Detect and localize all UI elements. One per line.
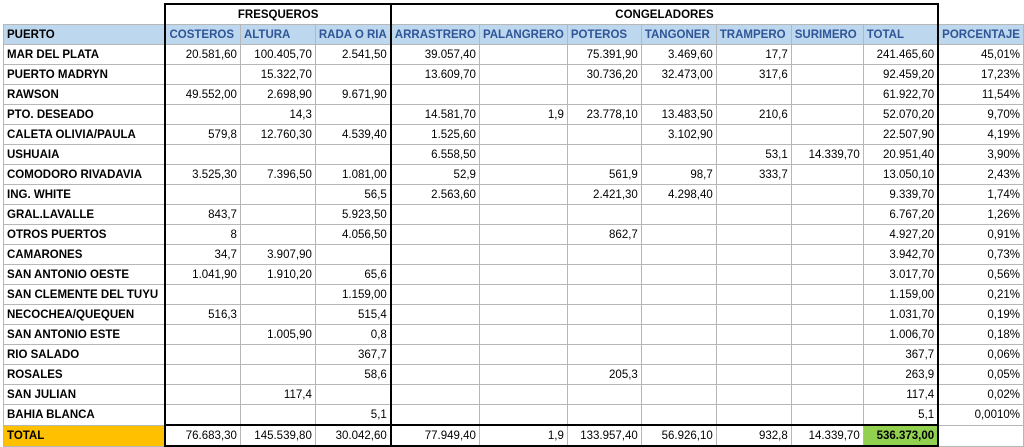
cell-surimero[interactable]	[791, 65, 863, 85]
cell-costeros[interactable]: 579,8	[165, 125, 240, 145]
cell-puerto[interactable]: PTO. DESEADO	[4, 105, 166, 125]
cell-surimero[interactable]	[791, 325, 863, 345]
cell-total[interactable]: 61.922,70	[863, 85, 938, 105]
cell-total[interactable]: 20.951,40	[863, 145, 938, 165]
cell-trampero[interactable]	[716, 85, 791, 105]
cell-poteros[interactable]: 30.736,20	[567, 65, 641, 85]
cell-surimero[interactable]	[791, 385, 863, 405]
cell-puerto[interactable]: SAN JULIAN	[4, 385, 166, 405]
cell-palangrero[interactable]	[479, 345, 567, 365]
cell-tangoner[interactable]	[641, 325, 716, 345]
cell-trampero[interactable]: 932,8	[716, 425, 791, 446]
cell-tangoner[interactable]	[641, 345, 716, 365]
cell-tangoner[interactable]	[641, 205, 716, 225]
cell-costeros[interactable]	[165, 105, 240, 125]
cell-altura[interactable]: 14,3	[240, 105, 315, 125]
cell-total[interactable]: 5,1	[863, 405, 938, 426]
cell-porcentaje[interactable]: 0,21%	[938, 285, 1023, 305]
cell-total[interactable]: 241.465,60	[863, 45, 938, 65]
cell-surimero[interactable]	[791, 225, 863, 245]
table-row	[4, 405, 1024, 426]
cell-tangoner[interactable]: 56.926,10	[641, 425, 716, 446]
cell-costeros[interactable]: 34,7	[165, 245, 240, 265]
cell-trampero[interactable]	[716, 125, 791, 145]
cell-total[interactable]: 263,9	[863, 365, 938, 385]
cell-rada-o-ria[interactable]: 65,6	[315, 265, 390, 285]
cell-porcentaje[interactable]: 0,18%	[938, 325, 1023, 345]
cell-costeros[interactable]: 76.683,30	[165, 425, 240, 446]
cell-palangrero[interactable]: 1,9	[479, 105, 567, 125]
cell-rada-o-ria[interactable]: 515,4	[315, 305, 390, 325]
table-row	[4, 385, 1024, 405]
cell-surimero[interactable]	[791, 45, 863, 65]
cell-total[interactable]: 1.159,00	[863, 285, 938, 305]
cell-total[interactable]: 1.031,70	[863, 305, 938, 325]
table-row	[4, 265, 1024, 285]
cell-tangoner[interactable]	[641, 225, 716, 245]
cell-trampero[interactable]: 317,6	[716, 65, 791, 85]
cell-poteros[interactable]	[567, 405, 641, 426]
header-palangrero[interactable]: PALANGRERO	[479, 25, 567, 45]
cell-tangoner[interactable]: 13.483,50	[641, 105, 716, 125]
cell-porcentaje[interactable]: 0,56%	[938, 265, 1023, 285]
cell-surimero[interactable]	[791, 405, 863, 426]
table-row	[4, 225, 1024, 245]
cell-poteros[interactable]: 133.957,40	[567, 425, 641, 446]
cell-arrastrero[interactable]	[391, 305, 480, 325]
cell-palangrero[interactable]	[479, 185, 567, 205]
cell-palangrero[interactable]	[479, 385, 567, 405]
cell-poteros[interactable]	[567, 325, 641, 345]
cell-palangrero[interactable]	[479, 285, 567, 305]
cell-poteros[interactable]	[567, 145, 641, 165]
cell-surimero[interactable]	[791, 85, 863, 105]
cell-palangrero[interactable]	[479, 225, 567, 245]
cell-altura[interactable]: 100.405,70	[240, 45, 315, 65]
cell-costeros[interactable]	[165, 405, 240, 426]
cell-porcentaje[interactable]: 17,23%	[938, 65, 1023, 85]
cell-total[interactable]: 117,4	[863, 385, 938, 405]
cell-altura[interactable]	[240, 285, 315, 305]
cell-altura[interactable]: 12.760,30	[240, 125, 315, 145]
cell-surimero[interactable]	[791, 305, 863, 325]
cell-poteros[interactable]	[567, 205, 641, 225]
cell-costeros[interactable]: 843,7	[165, 205, 240, 225]
cell-total[interactable]: 92.459,20	[863, 65, 938, 85]
cell-arrastrero[interactable]	[391, 345, 480, 365]
cell-rada-o-ria[interactable]: 0,8	[315, 325, 390, 345]
header-poteros[interactable]: POTEROS	[567, 25, 641, 45]
header-total[interactable]: TOTAL	[863, 25, 938, 45]
cell-costeros[interactable]: 3.525,30	[165, 165, 240, 185]
cell-palangrero[interactable]	[479, 405, 567, 426]
header-costeros[interactable]: COSTEROS	[165, 25, 240, 45]
cell-trampero[interactable]	[716, 225, 791, 245]
cell-surimero[interactable]	[791, 105, 863, 125]
cell-porcentaje[interactable]: 0,73%	[938, 245, 1023, 265]
cell-poteros[interactable]: 2.421,30	[567, 185, 641, 205]
cell-porcentaje[interactable]: 3,90%	[938, 145, 1023, 165]
cell-arrastrero[interactable]	[391, 225, 480, 245]
cell-surimero[interactable]: 14.339,70	[791, 145, 863, 165]
cell-total[interactable]: 367,7	[863, 345, 938, 365]
cell-rada-o-ria[interactable]	[315, 65, 390, 85]
cell-surimero[interactable]	[791, 185, 863, 205]
cell-puerto[interactable]: NECOCHEA/QUEQUEN	[4, 305, 166, 325]
cell-costeros[interactable]	[165, 285, 240, 305]
cell-trampero[interactable]	[716, 205, 791, 225]
table-row	[4, 45, 1024, 65]
cell-puerto[interactable]: RIO SALADO	[4, 345, 166, 365]
cell-trampero[interactable]	[716, 185, 791, 205]
cell-costeros[interactable]: 8	[165, 225, 240, 245]
cell-tangoner[interactable]	[641, 145, 716, 165]
cell-poteros[interactable]	[567, 245, 641, 265]
cell-puerto[interactable]: GRAL.LAVALLE	[4, 205, 166, 225]
cell-arrastrero[interactable]	[391, 405, 480, 426]
cell-puerto[interactable]: SAN CLEMENTE DEL TUYU	[4, 285, 166, 305]
cell-rada-o-ria[interactable]: 1.081,00	[315, 165, 390, 185]
cell-arrastrero[interactable]	[391, 85, 480, 105]
cell-rada-o-ria[interactable]	[315, 245, 390, 265]
table-row	[4, 185, 1024, 205]
cell-total[interactable]: 3.942,70	[863, 245, 938, 265]
cell-palangrero[interactable]	[479, 65, 567, 85]
cell-arrastrero[interactable]: 39.057,40	[391, 45, 480, 65]
cell-palangrero[interactable]	[479, 125, 567, 145]
cell-surimero[interactable]: 14.339,70	[791, 425, 863, 446]
cell-trampero[interactable]	[716, 285, 791, 305]
cell-palangrero[interactable]	[479, 205, 567, 225]
cell-puerto[interactable]: OTROS PUERTOS	[4, 225, 166, 245]
cell-costeros[interactable]	[165, 65, 240, 85]
table-row	[4, 305, 1024, 325]
cell-costeros[interactable]	[165, 345, 240, 365]
cell-porcentaje[interactable]: 45,01%	[938, 45, 1023, 65]
cell-rada-o-ria[interactable]: 2.541,50	[315, 45, 390, 65]
cell-surimero[interactable]	[791, 345, 863, 365]
cell-rada-o-ria[interactable]	[315, 105, 390, 125]
header-trampero[interactable]: TRAMPERO	[716, 25, 791, 45]
cell-costeros[interactable]	[165, 145, 240, 165]
cell-tangoner[interactable]: 3.469,60	[641, 45, 716, 65]
cell-rada-o-ria[interactable]: 4.056,50	[315, 225, 390, 245]
group-congeladores[interactable]: CONGELADORES	[391, 4, 938, 25]
cell-poteros[interactable]: 561,9	[567, 165, 641, 185]
cell-rada-o-ria[interactable]	[315, 145, 390, 165]
cell-palangrero[interactable]	[479, 145, 567, 165]
cell-altura[interactable]	[240, 205, 315, 225]
cell-rada-o-ria[interactable]: 1.159,00	[315, 285, 390, 305]
cell-total[interactable]: 536.373,00	[863, 425, 938, 446]
cell-puerto[interactable]: TOTAL	[4, 425, 166, 446]
cell-costeros[interactable]	[165, 385, 240, 405]
table-row	[4, 365, 1024, 385]
cell-poteros[interactable]: 75.391,90	[567, 45, 641, 65]
cell-palangrero[interactable]	[479, 165, 567, 185]
cell-surimero[interactable]	[791, 365, 863, 385]
cell-altura[interactable]	[240, 405, 315, 426]
cell-poteros[interactable]	[567, 345, 641, 365]
cell-palangrero[interactable]	[479, 365, 567, 385]
cell-palangrero[interactable]	[479, 305, 567, 325]
cell-poteros[interactable]	[567, 125, 641, 145]
cell-arrastrero[interactable]: 77.949,40	[391, 425, 480, 446]
cell-porcentaje[interactable]: 0,19%	[938, 305, 1023, 325]
cell-total[interactable]: 3.017,70	[863, 265, 938, 285]
cell-altura[interactable]	[240, 145, 315, 165]
cell-altura[interactable]	[240, 185, 315, 205]
cell-arrastrero[interactable]: 2.563,60	[391, 185, 480, 205]
cell-porcentaje[interactable]: 4,19%	[938, 125, 1023, 145]
cell-poteros[interactable]: 862,7	[567, 225, 641, 245]
cell-puerto[interactable]: BAHIA BLANCA	[4, 405, 166, 426]
empty-cell	[4, 4, 166, 25]
cell-costeros[interactable]: 49.552,00	[165, 85, 240, 105]
table-row	[4, 325, 1024, 345]
cell-arrastrero[interactable]: 6.558,50	[391, 145, 480, 165]
group-header-row	[4, 4, 1024, 25]
cell-surimero[interactable]	[791, 205, 863, 225]
table-row	[4, 65, 1024, 85]
cell-trampero[interactable]: 17,7	[716, 45, 791, 65]
cell-surimero[interactable]	[791, 165, 863, 185]
column-header-row	[4, 25, 1024, 45]
cell-porcentaje[interactable]: 1,74%	[938, 185, 1023, 205]
cell-arrastrero[interactable]	[391, 265, 480, 285]
cell-puerto[interactable]: SAN ANTONIO OESTE	[4, 265, 166, 285]
cell-tangoner[interactable]	[641, 305, 716, 325]
header-altura[interactable]: ALTURA	[240, 25, 315, 45]
cell-puerto[interactable]: SAN ANTONIO ESTE	[4, 325, 166, 345]
cell-rada-o-ria[interactable]: 4.539,40	[315, 125, 390, 145]
cell-trampero[interactable]	[716, 325, 791, 345]
cell-porcentaje[interactable]: 0,05%	[938, 365, 1023, 385]
cell-costeros[interactable]: 516,3	[165, 305, 240, 325]
cell-altura[interactable]: 3.907,90	[240, 245, 315, 265]
cell-poteros[interactable]	[567, 265, 641, 285]
cell-porcentaje[interactable]: 11,54%	[938, 85, 1023, 105]
cell-tangoner[interactable]	[641, 405, 716, 426]
cell-altura[interactable]	[240, 305, 315, 325]
cell-arrastrero[interactable]	[391, 365, 480, 385]
header-porcentaje[interactable]: PORCENTAJE	[938, 25, 1023, 45]
cell-porcentaje[interactable]: 1,26%	[938, 205, 1023, 225]
cell-puerto[interactable]: USHUAIA	[4, 145, 166, 165]
cell-trampero[interactable]	[716, 405, 791, 426]
cell-arrastrero[interactable]	[391, 245, 480, 265]
cell-porcentaje[interactable]: 2,43%	[938, 165, 1023, 185]
cell-surimero[interactable]	[791, 245, 863, 265]
cell-trampero[interactable]: 210,6	[716, 105, 791, 125]
cell-arrastrero[interactable]	[391, 285, 480, 305]
cell-surimero[interactable]	[791, 125, 863, 145]
header-surimero[interactable]: SURIMERO	[791, 25, 863, 45]
cell-trampero[interactable]	[716, 245, 791, 265]
cell-total[interactable]: 22.507,90	[863, 125, 938, 145]
cell-poteros[interactable]	[567, 285, 641, 305]
cell-porcentaje[interactable]: 9,70%	[938, 105, 1023, 125]
cell-tangoner[interactable]: 32.473,00	[641, 65, 716, 85]
cell-poteros[interactable]	[567, 385, 641, 405]
cell-rada-o-ria[interactable]: 5.923,50	[315, 205, 390, 225]
cell-porcentaje[interactable]: 0,02%	[938, 385, 1023, 405]
cell-arrastrero[interactable]: 52,9	[391, 165, 480, 185]
cell-rada-o-ria[interactable]: 5,1	[315, 405, 390, 426]
cell-puerto[interactable]: RAWSON	[4, 85, 166, 105]
cell-palangrero[interactable]	[479, 265, 567, 285]
cell-arrastrero[interactable]: 1.525,60	[391, 125, 480, 145]
cell-trampero[interactable]	[716, 305, 791, 325]
cell-total[interactable]: 52.070,20	[863, 105, 938, 125]
cell-costeros[interactable]	[165, 325, 240, 345]
cell-puerto[interactable]: COMODORO RIVADAVIA	[4, 165, 166, 185]
cell-tangoner[interactable]	[641, 365, 716, 385]
cell-porcentaje[interactable]: 0,06%	[938, 345, 1023, 365]
table-row	[4, 285, 1024, 305]
cell-altura[interactable]: 1.005,90	[240, 325, 315, 345]
cell-rada-o-ria[interactable]	[315, 385, 390, 405]
cell-costeros[interactable]	[165, 365, 240, 385]
cell-arrastrero[interactable]	[391, 325, 480, 345]
cell-palangrero[interactable]	[479, 325, 567, 345]
cell-puerto[interactable]: ROSALES	[4, 365, 166, 385]
total-row	[4, 425, 1024, 446]
cell-porcentaje[interactable]: 0,91%	[938, 225, 1023, 245]
cell-altura[interactable]: 1.910,20	[240, 265, 315, 285]
cell-rada-o-ria[interactable]: 367,7	[315, 345, 390, 365]
cell-trampero[interactable]	[716, 345, 791, 365]
table-row	[4, 345, 1024, 365]
cell-trampero[interactable]	[716, 385, 791, 405]
cell-trampero[interactable]: 333,7	[716, 165, 791, 185]
cell-altura[interactable]	[240, 225, 315, 245]
cell-altura[interactable]	[240, 345, 315, 365]
cell-rada-o-ria[interactable]: 9.671,90	[315, 85, 390, 105]
cell-palangrero[interactable]	[479, 45, 567, 65]
cell-costeros[interactable]: 20.581,60	[165, 45, 240, 65]
table-row	[4, 205, 1024, 225]
cell-palangrero[interactable]	[479, 245, 567, 265]
cell-tangoner[interactable]	[641, 385, 716, 405]
cell-palangrero[interactable]	[479, 85, 567, 105]
cell-tangoner[interactable]	[641, 285, 716, 305]
cell-palangrero[interactable]: 1,9	[479, 425, 567, 446]
cell-arrastrero[interactable]	[391, 385, 480, 405]
cell-tangoner[interactable]	[641, 85, 716, 105]
cell-altura[interactable]: 117,4	[240, 385, 315, 405]
table-row	[4, 125, 1024, 145]
empty-cell	[938, 4, 1023, 25]
cell-altura[interactable]: 2.698,90	[240, 85, 315, 105]
cell-poteros[interactable]	[567, 85, 641, 105]
cell-total[interactable]: 6.767,20	[863, 205, 938, 225]
table-row	[4, 85, 1024, 105]
cell-arrastrero[interactable]: 14.581,70	[391, 105, 480, 125]
cell-poteros[interactable]	[567, 305, 641, 325]
table-row	[4, 165, 1024, 185]
header-puerto[interactable]: PUERTO	[4, 25, 166, 45]
group-fresqueros[interactable]: FRESQUEROS	[165, 4, 390, 25]
cell-altura[interactable]: 7.396,50	[240, 165, 315, 185]
cell-trampero[interactable]	[716, 265, 791, 285]
cell-tangoner[interactable]: 4.298,40	[641, 185, 716, 205]
cell-altura[interactable]: 15.322,70	[240, 65, 315, 85]
cell-rada-o-ria[interactable]: 56,5	[315, 185, 390, 205]
table-row	[4, 105, 1024, 125]
cell-puerto[interactable]: CALETA OLIVIA/PAULA	[4, 125, 166, 145]
header-tangoner[interactable]: TANGONER	[641, 25, 716, 45]
cell-tangoner[interactable]	[641, 265, 716, 285]
cell-tangoner[interactable]: 98,7	[641, 165, 716, 185]
cell-altura[interactable]	[240, 365, 315, 385]
cell-poteros[interactable]: 205,3	[567, 365, 641, 385]
header-rada-o-ria[interactable]: RADA O RIA	[315, 25, 390, 45]
cell-costeros[interactable]	[165, 185, 240, 205]
table-row	[4, 245, 1024, 265]
cell-costeros[interactable]: 1.041,90	[165, 265, 240, 285]
cell-poteros[interactable]: 23.778,10	[567, 105, 641, 125]
cell-puerto[interactable]: PUERTO MADRYN	[4, 65, 166, 85]
cell-total[interactable]: 13.050,10	[863, 165, 938, 185]
cell-altura[interactable]: 145.539,80	[240, 425, 315, 446]
cell-total[interactable]: 1.006,70	[863, 325, 938, 345]
cell-surimero[interactable]	[791, 265, 863, 285]
header-arrastrero[interactable]: ARRASTRERO	[391, 25, 480, 45]
cell-rada-o-ria[interactable]: 30.042,60	[315, 425, 390, 446]
cell-trampero[interactable]: 53,1	[716, 145, 791, 165]
cell-puerto[interactable]: MAR DEL PLATA	[4, 45, 166, 65]
cell-tangoner[interactable]	[641, 245, 716, 265]
cell-puerto[interactable]: ING. WHITE	[4, 185, 166, 205]
cell-rada-o-ria[interactable]: 58,6	[315, 365, 390, 385]
cell-trampero[interactable]	[716, 365, 791, 385]
cell-tangoner[interactable]: 3.102,90	[641, 125, 716, 145]
table-row	[4, 145, 1024, 165]
cell-porcentaje[interactable]: 0,0010%	[938, 405, 1023, 426]
spreadsheet-table	[3, 3, 1024, 447]
cell-total[interactable]: 9.339,70	[863, 185, 938, 205]
cell-arrastrero[interactable]	[391, 205, 480, 225]
cell-total[interactable]: 4.927,20	[863, 225, 938, 245]
cell-puerto[interactable]: CAMARONES	[4, 245, 166, 265]
cell-arrastrero[interactable]: 13.609,70	[391, 65, 480, 85]
cell-surimero[interactable]	[791, 285, 863, 305]
cell-porcentaje[interactable]	[938, 425, 1023, 446]
